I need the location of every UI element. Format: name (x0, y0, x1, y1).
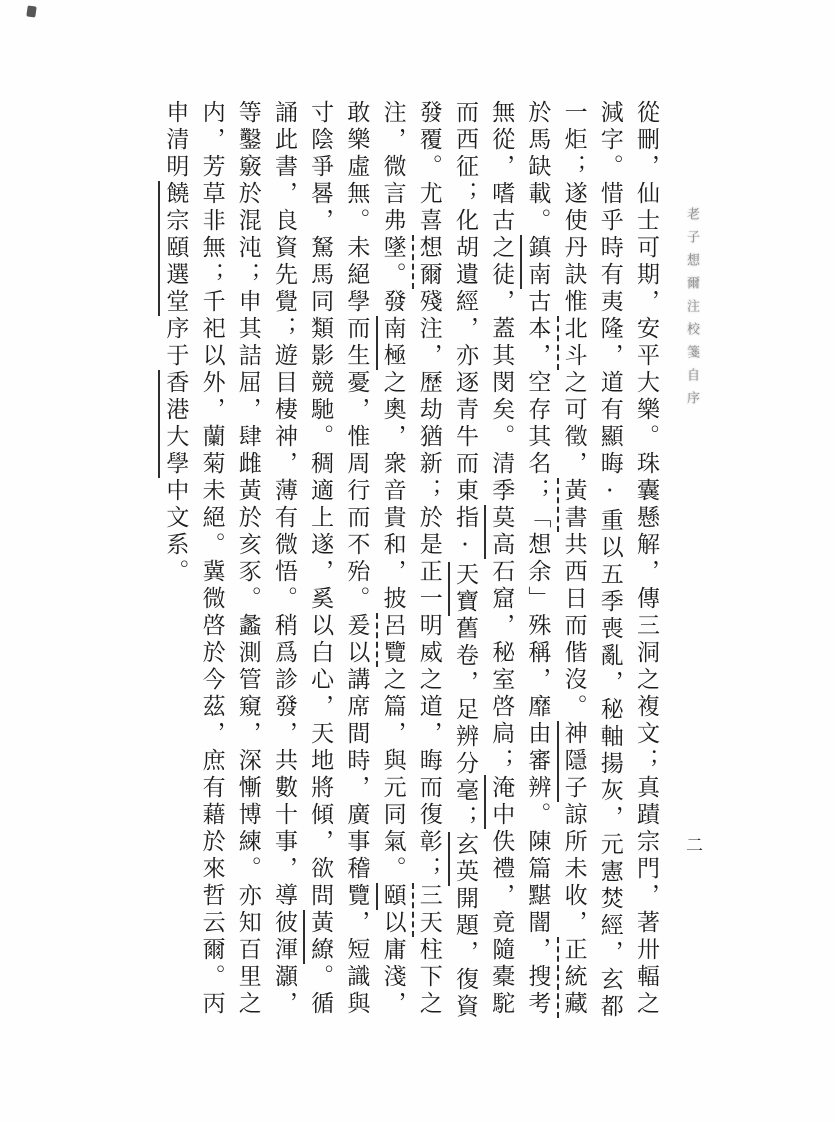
book-title-mark: 黃書 (557, 478, 587, 532)
text-run: 從刪，仙士可期，安平大樂。珠囊懸解，傳三洞之複文；真蹟宗門，著卅輻之 (633, 100, 659, 1018)
text-column (592, 100, 628, 1052)
text-run: 等鑿竅於混沌；申其詰屈，肆雌黃於亥豕。蠡測管窺，深慚博練。亦知百里之 (234, 100, 261, 1018)
text-column (193, 100, 229, 1052)
proper-name-mark: 玄英 (448, 832, 478, 886)
text-run: 開題，復資 (451, 886, 478, 1021)
text-run: 諒所未收， (560, 802, 587, 937)
proper-name-mark: 天寶 (448, 562, 478, 616)
text-run: 以庸淺， (379, 910, 406, 1018)
proper-name-mark: 黃繚 (303, 910, 333, 964)
text-run: 之可徵， (560, 370, 587, 478)
text-run: 寸陰爭晷，駑馬同類影競馳。稠適上遂，奚以白心，天地將傾，欲問 (307, 100, 334, 910)
running-title: 老子想爾注校箋自序 (684, 207, 699, 414)
book-title-mark: 正統藏 (557, 937, 587, 1018)
text-run: 之奧，衆音貴和，披 (379, 370, 406, 613)
text-run: 石窟，秘室啓扃； (488, 559, 515, 775)
text-column (411, 100, 447, 1052)
text-run: 古本，空存其名；「想余」殊稱，靡由審辨。陳篇黮闇，搜考 (524, 289, 551, 1018)
page-number: 二 (682, 836, 702, 853)
text-run: 佚禮，竟隨橐駝 (488, 829, 515, 1018)
text-column (374, 100, 410, 1052)
proper-name-mark: 頤 (376, 883, 406, 910)
book-title-mark: 三天 (412, 883, 442, 937)
text-column (628, 100, 664, 1052)
text-run: 一炬；遂使丹訣惟 (560, 100, 587, 316)
proper-name-mark: 莫高 (484, 505, 514, 559)
text-column (157, 100, 193, 1052)
text-run: 内，芳草非無；千祀以外，蘭菊未絕。冀微啓於今茲，庶有藉於來哲云爾。丙 (198, 100, 225, 1018)
text-column (338, 100, 374, 1052)
proper-name-mark: 鎮南 (520, 235, 550, 289)
proper-name-mark: 香港大學 (158, 370, 188, 478)
proper-name-mark: 神隱子 (557, 721, 587, 802)
text-run: 申清明 (162, 100, 189, 181)
scan-artifact-speck (26, 5, 36, 17)
text-run: 而西征；化胡遺經，亦逐青牛而東指· (451, 100, 478, 562)
text-run: 注，微言弗墜。發 (379, 100, 406, 316)
text-run: 之篇，與元同氣。 (379, 667, 406, 883)
text-run: 共西日而偕沒。 (560, 532, 587, 721)
text-run: 殘注，歷劫猶新；於是正一明威之道，晦而復彰； (415, 289, 442, 883)
text-run: 於馬缺載。 (524, 100, 551, 235)
book-title-mark: 呂覽 (376, 613, 406, 667)
text-run: 誦此書，良資先覺；遊目棲神，薄有微悟。稍爲診發，共數十事，導彼渾灝， (270, 100, 297, 1018)
text-column (447, 100, 483, 1052)
text-column (555, 100, 591, 1052)
text-column (230, 100, 266, 1052)
text-column (483, 100, 519, 1052)
text-run: 中文系。 (162, 478, 189, 586)
text-run: 減字。惜乎時有夷隆，道有顯晦·重以五季喪亂，秘軸揚灰，元憲焚經，玄都 (596, 100, 623, 1021)
proper-name-mark: 南極 (376, 316, 406, 370)
text-run: 序于 (162, 316, 189, 370)
proper-name-mark: 饒宗頤選堂 (158, 181, 188, 316)
text-run: 舊卷，足辨分毫； (451, 616, 478, 832)
text-run: 柱下之 (415, 937, 442, 1018)
text-run: 。循 (307, 964, 334, 1018)
main-text-block (156, 100, 664, 1052)
text-column (302, 100, 338, 1052)
book-title-mark: 想爾 (412, 235, 442, 289)
text-column (519, 100, 555, 1052)
text-column (266, 100, 302, 1052)
text-run: 無從，嗜古之徒，蓋其閔矣。清季 (488, 100, 515, 505)
book-title-mark: 北斗 (557, 316, 587, 370)
proper-name-mark: 淹中 (484, 775, 514, 829)
text-run: 敢樂虛無。未絕學而生憂，惟周行而不殆。爰以講席間時，廣事稽覽，短識與 (343, 100, 370, 1018)
text-run: 發覆。尤喜 (415, 100, 442, 235)
